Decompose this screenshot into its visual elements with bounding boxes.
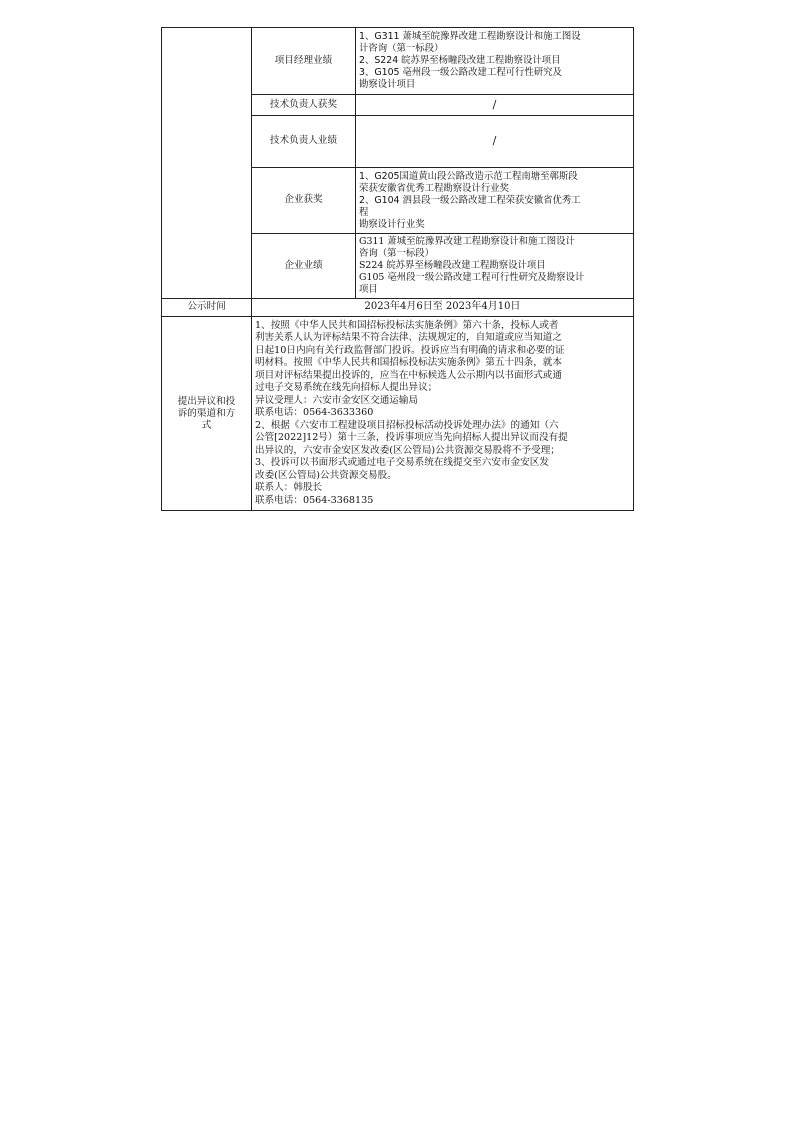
- group-cell: [162, 28, 252, 299]
- row-label: 公示时间: [162, 299, 252, 317]
- row-label: 企业获奖: [252, 168, 356, 234]
- table-row: [162, 28, 634, 95]
- company-performance-cell: [356, 234, 634, 299]
- objection-text: [252, 317, 634, 511]
- row-label: 技术负责人获奖: [252, 95, 356, 116]
- value-cell: /: [356, 95, 634, 116]
- text-line: 联系电话：0564-3633360: [255, 407, 374, 419]
- text-line: 异议受理人：六安市金安区交通运输局: [255, 394, 419, 406]
- text-line: 公管[2022]12号）第十三条，投诉事项应当先向招标人提出异议而没有提: [255, 432, 568, 444]
- table-row: [162, 299, 634, 317]
- pm-performance-cell: [356, 28, 634, 95]
- text-line: 日起10日内向有关行政监督部门投诉。投诉应当有明确的请求和必要的证: [255, 344, 565, 356]
- text-line: 联系人：韩股长: [255, 482, 323, 494]
- label-line: 式: [201, 419, 212, 431]
- objection-label: [162, 317, 252, 511]
- text-line: 利害关系人认为评标结果不符合法律、法规规定的，自知道或应当知道之: [255, 332, 562, 344]
- text-line: 出异议的，六安市金安区发改委(区公管局)公共资源交易股将不予受理；: [255, 444, 560, 456]
- text-line: 程: [359, 206, 369, 218]
- text-line: 3、投诉可以书面形式或通过电子交易系统在线提交至六安市金安区发: [255, 457, 549, 469]
- text-line: S224 皖苏界至杨疃段改建工程勘察设计项目: [359, 260, 546, 271]
- text-line: 3、G105 亳州段一级公路改建工程可行性研究及: [359, 67, 562, 78]
- text-line: 计咨询（第一标段）: [359, 43, 444, 54]
- text-line: 项目: [359, 284, 378, 295]
- value-cell: /: [356, 116, 634, 168]
- text-line: 联系电话：0564-3368135: [255, 494, 374, 506]
- label-line: 诉的渠道和方: [177, 407, 236, 419]
- text-line: 勘察设计项目: [359, 79, 416, 90]
- text-line: 咨询（第一标段）: [359, 248, 435, 259]
- text-line: G311 萧城至皖豫界改建工程勘察设计和施工图设计: [359, 236, 575, 247]
- text-line: 勘察设计行业奖: [359, 218, 425, 230]
- text-line: 2、G104 泗县段一级公路改建工程荣获安徽省优秀工: [359, 194, 581, 206]
- text-line: 荣获安徽省优秀工程勘察设计行业奖: [359, 182, 510, 194]
- text-line: 2、根据《六安市工程建设项目招标投标活动投诉处理办法》的通知（六: [255, 419, 559, 431]
- text-line: 1、G205国道黄山段公路改造示范工程南塘至鄣斯段: [359, 170, 578, 182]
- result-table: [161, 27, 634, 511]
- text-line: 1、按照《中华人民共和国招标投标法实施条例》第六十条，投标人或者: [255, 319, 559, 331]
- text-line: 过电子交易系统在线先向招标人提出异议；: [255, 382, 438, 394]
- text-line: 明材料。按照《中华人民共和国招标投标法实施条例》第五十四条，就本: [255, 357, 562, 369]
- row-label: 企业业绩: [252, 234, 356, 299]
- text-line: G105 亳州段一级公路改建工程可行性研究及勘察设计: [359, 272, 585, 283]
- text-line: 1、G311 萧城至皖豫界改建工程勘察设计和施工图设: [359, 31, 581, 42]
- table-row: [162, 317, 634, 511]
- text-line: 2、S224 皖苏界至杨疃段改建工程勘察设计项目: [359, 55, 561, 66]
- row-label: 技术负责人业绩: [252, 116, 356, 168]
- company-awards-cell: [356, 168, 634, 234]
- text-line: 项目对评标结果提出投诉的，应当在中标候选人公示期内以书面形式或通: [255, 369, 562, 381]
- row-label: 项目经理业绩: [252, 28, 356, 95]
- label-line: 提出异议和投: [177, 395, 236, 407]
- publicity-time-value: 2023年4月6日至 2023年4月10日: [252, 299, 634, 317]
- text-line: 改委(区公管局)公共资源交易股。: [255, 469, 397, 481]
